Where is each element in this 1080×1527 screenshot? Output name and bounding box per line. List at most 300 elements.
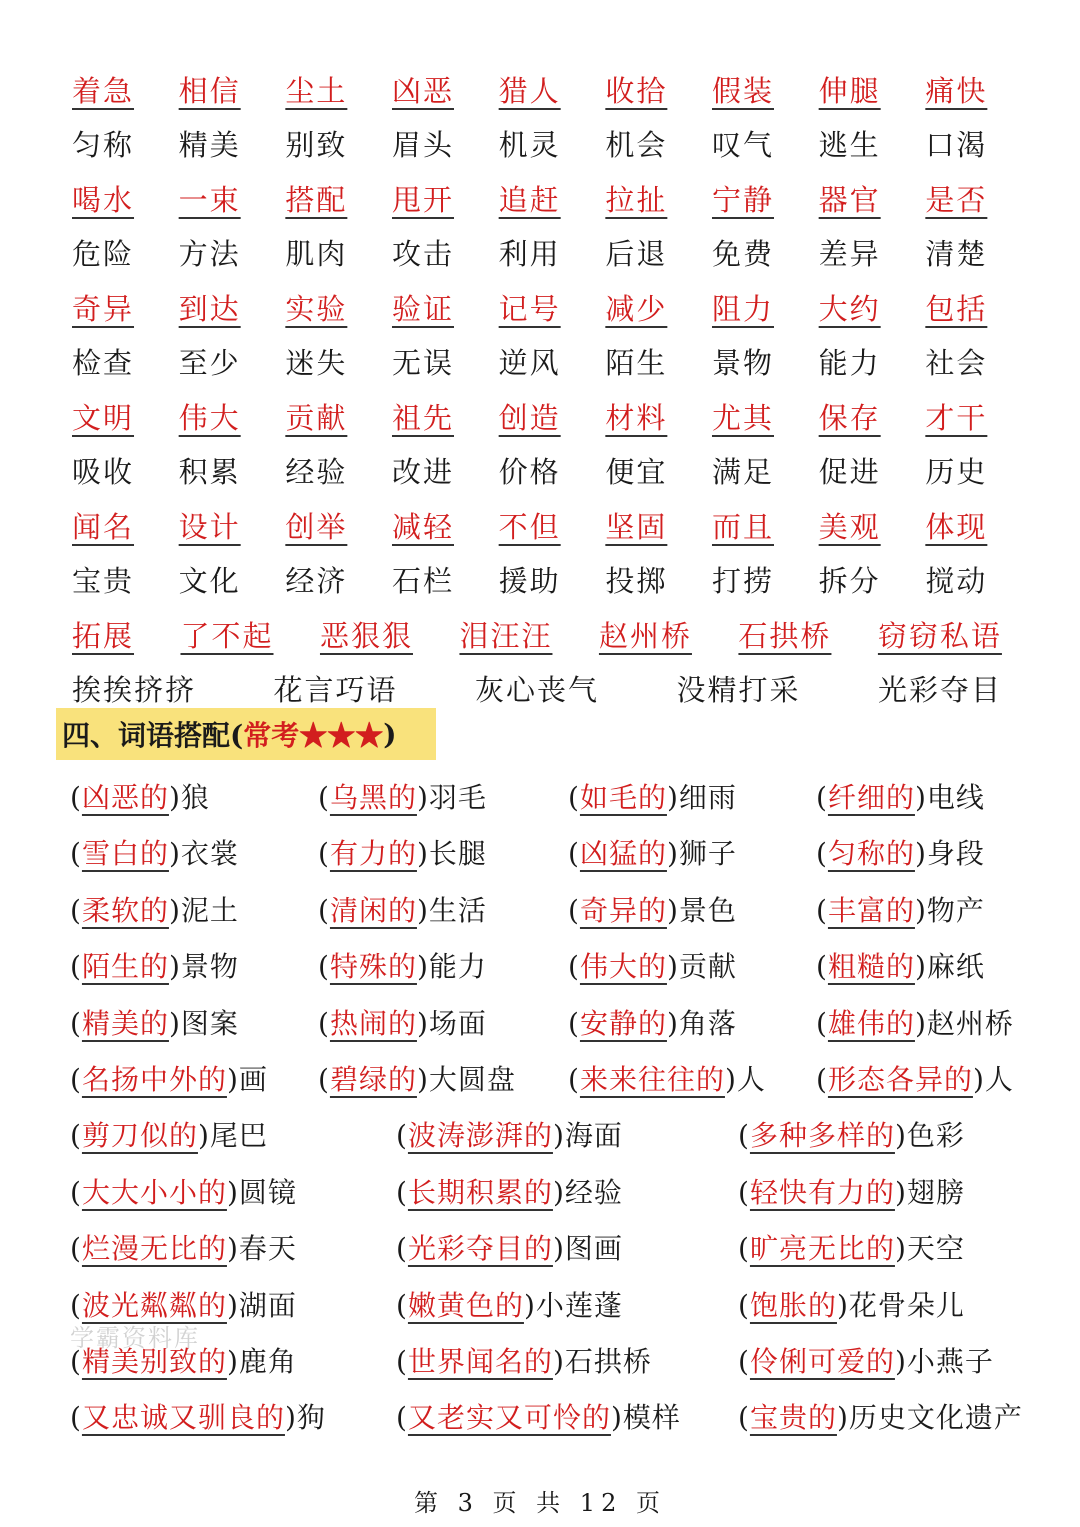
vocab-word: 实验	[285, 291, 348, 326]
vocab-row	[72, 389, 1032, 444]
match-noun: 细雨	[678, 781, 737, 814]
match-row	[70, 1386, 1045, 1442]
match-item	[568, 776, 737, 816]
match-adjective: 柔软的	[81, 893, 169, 927]
match-noun: 身段	[926, 837, 985, 871]
match-adjective: 波光粼粼的	[81, 1288, 227, 1322]
match-adjective: 来来往往的	[579, 1062, 725, 1096]
vocab-word: 宝贵	[72, 564, 135, 599]
match-item	[70, 889, 239, 929]
idiom-word: 花言巧语	[273, 673, 398, 708]
match-adjective: 安静的	[579, 1006, 667, 1040]
paren: )	[226, 1288, 239, 1322]
match-noun: 狮子	[678, 837, 737, 871]
vocab-word: 检查	[72, 346, 135, 381]
paren: )	[894, 1344, 907, 1378]
match-item	[396, 1171, 623, 1211]
match-adjective: 粗糙的	[827, 950, 915, 984]
vocab-word: 能力	[818, 346, 881, 381]
idiom-word: 恶狠狠	[319, 618, 413, 653]
vocab-word: 宁静	[711, 182, 774, 217]
match-item	[568, 1002, 737, 1042]
vocab-word: 景物	[711, 346, 774, 381]
paren: )	[666, 781, 679, 814]
match-adjective: 奇异的	[579, 893, 667, 927]
match-adjective: 热闹的	[329, 1006, 417, 1040]
paren: (	[816, 837, 828, 871]
match-noun: 狗	[296, 1401, 326, 1435]
vocab-word: 搭配	[285, 182, 348, 217]
match-item	[70, 1114, 268, 1154]
match-row	[70, 1048, 1045, 1104]
match-noun: 湖面	[238, 1288, 297, 1322]
match-noun: 尾巴	[209, 1119, 268, 1153]
vocab-word: 包括	[925, 291, 988, 326]
paren: )	[226, 1344, 239, 1378]
match-item	[70, 776, 210, 816]
match-item	[318, 776, 487, 816]
paren: )	[552, 1175, 565, 1209]
paren: (	[70, 1006, 82, 1040]
vocab-word: 痛快	[925, 73, 988, 108]
match-adjective: 丰富的	[827, 893, 915, 927]
watermark: 学霸资料库	[70, 1324, 200, 1352]
match-noun: 泥土	[180, 893, 239, 927]
idiom-word: 光彩夺目	[877, 673, 1002, 708]
vocab-word: 机会	[605, 128, 668, 163]
vocab-row	[72, 117, 1032, 172]
paren: )	[914, 893, 927, 927]
idiom-word: 拓展	[72, 618, 135, 653]
vocab-word: 祖先	[391, 400, 454, 435]
paren: )	[168, 1006, 181, 1040]
match-noun: 圆镜	[238, 1175, 297, 1209]
paren: (	[738, 1401, 750, 1435]
vocab-word: 猎人	[498, 73, 561, 108]
paren: )	[168, 781, 181, 814]
match-noun: 翅膀	[906, 1175, 965, 1209]
match-adjective: 匀称的	[827, 837, 915, 871]
match-row	[70, 1161, 1045, 1217]
idiom-word: 了不起	[180, 618, 274, 653]
paren: (	[816, 950, 828, 984]
paren: (	[70, 1401, 82, 1435]
paren: (	[816, 893, 828, 927]
match-noun: 色彩	[906, 1119, 965, 1153]
match-adjective: 嫩黄色的	[407, 1288, 524, 1322]
match-adjective: 精美的	[81, 1006, 169, 1040]
vocab-word: 追赶	[498, 182, 561, 217]
vocab-word: 记号	[498, 291, 561, 326]
paren: )	[523, 1288, 536, 1322]
paren: )	[416, 950, 429, 984]
match-adjective: 碧绿的	[329, 1062, 417, 1096]
match-item	[568, 945, 737, 985]
vocab-row	[72, 62, 1032, 117]
vocab-word: 方法	[178, 237, 241, 272]
paren: )	[226, 1232, 239, 1266]
match-item	[70, 1002, 239, 1042]
paren: (	[568, 1062, 580, 1096]
vocab-word: 眉头	[391, 128, 454, 163]
paren: )	[666, 950, 679, 984]
match-row	[70, 1274, 1045, 1330]
match-adjective: 大大小小的	[81, 1175, 227, 1209]
paren: (	[396, 1288, 408, 1322]
idiom-word: 窃窃私语	[877, 618, 1002, 653]
paren: )	[972, 1062, 985, 1096]
paren: (	[568, 1006, 580, 1040]
vocab-word: 改进	[391, 455, 454, 490]
match-noun: 鹿角	[238, 1344, 297, 1378]
match-adjective: 雄伟的	[827, 1006, 915, 1040]
paren: )	[894, 1232, 907, 1266]
paren: )	[666, 1006, 679, 1040]
paren: )	[197, 1119, 210, 1153]
paren: (	[70, 1062, 82, 1096]
vocab-word: 别致	[285, 128, 348, 163]
match-noun: 石拱桥	[564, 1344, 652, 1378]
match-adjective: 世界闻名的	[407, 1344, 553, 1378]
vocab-word: 创造	[498, 400, 561, 435]
vocab-word: 至少	[178, 346, 241, 381]
match-noun: 图画	[564, 1232, 623, 1266]
match-adjective: 饱胀的	[749, 1288, 837, 1322]
match-item	[396, 1396, 681, 1436]
match-item	[738, 1340, 994, 1380]
vocab-row	[72, 335, 1032, 390]
paren: (	[318, 837, 330, 871]
match-adjective: 多种多样的	[749, 1119, 895, 1153]
match-noun: 小燕子	[906, 1344, 994, 1378]
match-noun: 羽毛	[428, 781, 487, 814]
heading-exam-frequency: 常考★★★	[243, 719, 384, 752]
paren: (	[816, 1062, 828, 1096]
match-adjective: 雪白的	[81, 837, 169, 871]
match-item	[816, 945, 985, 985]
vocab-word: 迷失	[285, 346, 348, 381]
vocab-word: 是否	[925, 182, 988, 217]
paren: )	[836, 1288, 849, 1322]
match-noun: 人	[736, 1062, 766, 1096]
vocab-row	[72, 280, 1032, 335]
match-adjective: 有力的	[329, 837, 417, 871]
match-noun: 赵州桥	[926, 1006, 1014, 1040]
paren: (	[738, 1232, 750, 1266]
match-row	[70, 822, 1045, 878]
paren: )	[168, 950, 181, 984]
match-item	[70, 945, 239, 985]
vocab-word: 文明	[72, 400, 135, 435]
vocab-word: 经济	[285, 564, 348, 599]
paren: )	[416, 1062, 429, 1096]
vocab-word: 利用	[498, 237, 561, 272]
match-adjective: 清闲的	[329, 893, 417, 927]
paren: )	[914, 781, 927, 814]
vocabulary-grid	[72, 62, 1032, 716]
match-noun: 图案	[180, 1006, 239, 1040]
idiom-word: 没精打采	[676, 673, 801, 708]
paren: (	[70, 950, 82, 984]
match-item	[318, 1002, 487, 1042]
vocab-word: 清楚	[925, 237, 988, 272]
match-item	[396, 1227, 623, 1267]
vocab-word: 减少	[605, 291, 668, 326]
match-adjective: 剪刀似的	[81, 1119, 198, 1153]
vocab-word: 收拾	[605, 73, 668, 108]
paren: (	[70, 1232, 82, 1266]
idiom-row	[72, 607, 1032, 662]
vocab-word: 陌生	[605, 346, 668, 381]
match-item	[816, 1002, 1014, 1042]
match-adjective: 乌黑的	[329, 781, 417, 814]
match-adjective: 旷亮无比的	[749, 1232, 895, 1266]
match-item	[396, 1340, 652, 1380]
vocab-word: 伟大	[178, 400, 241, 435]
match-noun: 小莲蓬	[535, 1288, 623, 1322]
paren: (	[396, 1232, 408, 1266]
paren: (	[318, 893, 330, 927]
vocab-word: 体现	[925, 509, 988, 544]
vocab-word: 拉扯	[605, 182, 668, 217]
vocab-word: 甩开	[391, 182, 454, 217]
paren: (	[318, 1062, 330, 1096]
match-noun: 历史文化遗产	[848, 1401, 1023, 1435]
match-row	[70, 1104, 1045, 1160]
match-adjective: 凶猛的	[579, 837, 667, 871]
match-item	[816, 832, 985, 872]
paren: )	[552, 1119, 565, 1153]
match-noun: 长腿	[428, 837, 487, 871]
match-noun: 景物	[180, 950, 239, 984]
vocab-word: 机灵	[498, 128, 561, 163]
vocab-word: 吸收	[72, 455, 135, 490]
vocab-word: 拆分	[818, 564, 881, 599]
vocab-word: 差异	[818, 237, 881, 272]
paren: )	[894, 1119, 907, 1153]
match-adjective: 如毛的	[579, 781, 667, 814]
match-noun: 模样	[622, 1401, 681, 1435]
paren: (	[568, 837, 580, 871]
match-noun: 贡献	[678, 950, 737, 984]
page-footer: 第 3 页 共 12 页	[414, 1489, 666, 1517]
paren: (	[738, 1344, 750, 1378]
vocab-word: 闻名	[72, 509, 135, 544]
match-noun: 电线	[926, 781, 985, 814]
vocab-row	[72, 498, 1032, 553]
match-adjective: 特殊的	[329, 950, 417, 984]
vocab-word: 便宜	[605, 455, 668, 490]
paren: )	[914, 837, 927, 871]
match-item	[738, 1171, 965, 1211]
paren: (	[816, 781, 828, 814]
paren: (	[568, 950, 580, 984]
match-item	[396, 1284, 623, 1324]
paren: (	[568, 893, 580, 927]
heading-close: )	[383, 717, 397, 751]
vocab-word: 社会	[925, 346, 988, 381]
paren: (	[70, 893, 82, 927]
match-noun: 大圆盘	[428, 1062, 516, 1096]
match-noun: 衣裳	[180, 837, 239, 871]
vocab-word: 贡献	[285, 400, 348, 435]
vocab-word: 伸腿	[818, 73, 881, 108]
match-noun: 狼	[180, 781, 210, 814]
match-row	[70, 766, 1045, 822]
match-item	[318, 945, 487, 985]
paren: )	[552, 1232, 565, 1266]
paren: )	[914, 1006, 927, 1040]
match-item	[396, 1114, 623, 1154]
paren: )	[226, 1175, 239, 1209]
vocab-word: 奇异	[72, 291, 135, 326]
vocab-word: 大约	[818, 291, 881, 326]
paren: (	[318, 1006, 330, 1040]
match-noun: 春天	[238, 1232, 297, 1266]
match-adjective: 又老实又可怜的	[407, 1401, 611, 1435]
vocab-row	[72, 171, 1032, 226]
match-noun: 生活	[428, 893, 487, 927]
match-adjective: 形态各异的	[827, 1062, 973, 1096]
vocab-word: 相信	[178, 73, 241, 108]
vocab-word: 逆风	[498, 346, 561, 381]
vocab-word: 历史	[925, 455, 988, 490]
vocab-word: 免费	[711, 237, 774, 272]
vocab-word: 才干	[925, 400, 988, 435]
vocab-word: 投掷	[605, 564, 668, 599]
paren: )	[416, 837, 429, 871]
paren: )	[666, 837, 679, 871]
vocab-word: 无误	[391, 346, 454, 381]
match-adjective: 纤细的	[827, 781, 915, 814]
vocab-word: 尤其	[711, 400, 774, 435]
paren: (	[738, 1288, 750, 1322]
vocab-word: 验证	[391, 291, 454, 326]
paren: (	[738, 1175, 750, 1209]
paren: )	[168, 837, 181, 871]
match-item	[568, 832, 737, 872]
vocab-word: 不但	[498, 509, 561, 544]
vocab-word: 减轻	[391, 509, 454, 544]
vocab-word: 材料	[605, 400, 668, 435]
match-item	[568, 889, 737, 929]
paren: (	[396, 1401, 408, 1435]
vocab-word: 假装	[711, 73, 774, 108]
vocab-word: 尘土	[285, 73, 348, 108]
idiom-word: 灰心丧气	[474, 673, 599, 708]
vocab-word: 积累	[178, 455, 241, 490]
vocab-word: 价格	[498, 455, 561, 490]
word-matching-list	[70, 766, 1045, 1443]
vocab-word: 喝水	[72, 182, 135, 217]
idiom-word: 泪汪汪	[459, 618, 553, 653]
match-noun: 麻纸	[926, 950, 985, 984]
idiom-word: 赵州桥	[598, 618, 692, 653]
match-item	[816, 889, 985, 929]
paren: (	[318, 781, 330, 814]
paren: )	[226, 1062, 239, 1096]
match-adjective: 宝贵的	[749, 1401, 837, 1435]
vocab-word: 打捞	[711, 564, 774, 599]
vocab-word: 创举	[285, 509, 348, 544]
match-noun: 物产	[926, 893, 985, 927]
match-item	[738, 1284, 965, 1324]
vocab-word: 阻力	[711, 291, 774, 326]
match-adjective: 伟大的	[579, 950, 667, 984]
paren: (	[70, 1175, 82, 1209]
vocab-word: 口渴	[925, 128, 988, 163]
match-adjective: 又忠诚又驯良的	[81, 1401, 285, 1435]
paren: (	[70, 1288, 82, 1322]
match-item	[318, 889, 487, 929]
match-item	[738, 1227, 965, 1267]
match-item	[318, 1058, 516, 1098]
paren: )	[416, 781, 429, 814]
paren: )	[416, 1006, 429, 1040]
match-item	[738, 1114, 965, 1154]
paren: )	[552, 1344, 565, 1378]
match-noun: 画	[238, 1062, 268, 1096]
paren: (	[70, 1119, 82, 1153]
vocab-word: 满足	[711, 455, 774, 490]
vocab-word: 叹气	[711, 128, 774, 163]
vocab-row	[72, 444, 1032, 499]
vocab-word: 器官	[818, 182, 881, 217]
vocab-word: 经验	[285, 455, 348, 490]
vocab-word: 援助	[498, 564, 561, 599]
paren: )	[836, 1401, 849, 1435]
match-row	[70, 1330, 1045, 1386]
vocab-word: 肌肉	[285, 237, 348, 272]
match-item	[816, 1058, 1014, 1098]
match-noun: 经验	[564, 1175, 623, 1209]
paren: )	[724, 1062, 737, 1096]
match-noun: 花骨朵儿	[848, 1288, 965, 1322]
vocab-row	[72, 226, 1032, 281]
match-item	[70, 1171, 297, 1211]
paren: (	[70, 837, 82, 871]
match-adjective: 光彩夺目的	[407, 1232, 553, 1266]
match-noun: 天空	[906, 1232, 965, 1266]
paren: )	[914, 950, 927, 984]
vocab-word: 到达	[178, 291, 241, 326]
idiom-word: 挨挨挤挤	[72, 673, 197, 708]
match-noun: 角落	[678, 1006, 737, 1040]
match-noun: 场面	[428, 1006, 487, 1040]
match-item	[70, 1396, 326, 1436]
vocab-word: 石栏	[391, 564, 454, 599]
vocab-word: 文化	[178, 564, 241, 599]
match-noun: 海面	[564, 1119, 623, 1153]
vocab-word: 危险	[72, 237, 135, 272]
paren: )	[610, 1401, 623, 1435]
paren: (	[318, 950, 330, 984]
match-row	[70, 935, 1045, 991]
paren: )	[416, 893, 429, 927]
vocab-word: 一束	[178, 182, 241, 217]
section-heading	[56, 708, 436, 760]
match-adjective: 陌生的	[81, 950, 169, 984]
vocab-word: 美观	[818, 509, 881, 544]
match-item	[816, 776, 985, 816]
paren: )	[666, 893, 679, 927]
match-adjective: 精美别致的	[81, 1344, 227, 1378]
match-row	[70, 879, 1045, 935]
vocab-word: 凶恶	[391, 73, 454, 108]
match-adjective: 伶俐可爱的	[749, 1344, 895, 1378]
match-noun: 能力	[428, 950, 487, 984]
paren: )	[284, 1401, 297, 1435]
